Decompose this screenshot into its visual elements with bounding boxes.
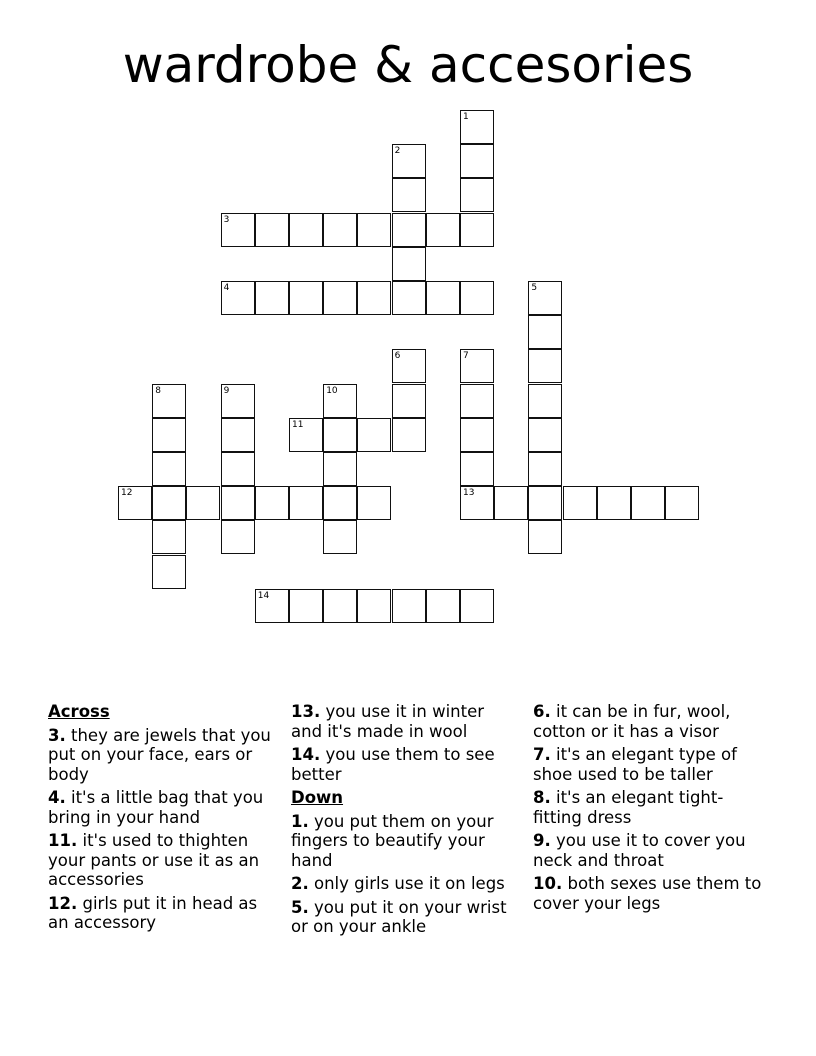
cell-number: 4 — [223, 283, 230, 293]
grid-cell[interactable] — [152, 555, 186, 589]
grid-cell[interactable] — [392, 281, 426, 315]
grid-cell[interactable] — [221, 418, 255, 452]
clue-text: you use them to see better — [291, 745, 495, 784]
clue-across-3 — [48, 726, 280, 785]
clue-down-8 — [533, 788, 763, 827]
clue-number: 2. — [291, 874, 309, 893]
clue-number: 8. — [533, 788, 551, 807]
clue-column-3 — [533, 702, 763, 917]
clue-across-13 — [291, 702, 513, 741]
clue-text: it's an elegant tight-fitting dress — [533, 788, 724, 827]
clue-down-2 — [291, 874, 513, 894]
clue-text: they are jewels that you put on your face, ears or body — [48, 725, 271, 784]
cell-number: 3 — [223, 214, 230, 225]
grid-cell[interactable] — [460, 486, 494, 520]
clue-number: 4. — [48, 788, 66, 807]
grid-cell[interactable] — [528, 520, 562, 554]
grid-cell[interactable] — [255, 281, 289, 315]
cell-number: 6 — [394, 351, 401, 362]
clue-number: 6. — [533, 702, 551, 721]
grid-cell[interactable] — [392, 589, 426, 623]
clue-down-10 — [533, 874, 763, 913]
grid-cell[interactable] — [528, 315, 562, 349]
grid-cell[interactable] — [528, 281, 562, 315]
clue-across-12 — [48, 894, 280, 933]
clue-text: both sexes use them to cover your legs — [533, 874, 762, 913]
grid-cell[interactable] — [392, 213, 426, 247]
clue-number: 9. — [533, 831, 551, 850]
clue-number: 12. — [48, 893, 78, 913]
grid-cell[interactable] — [323, 452, 357, 486]
grid-cell[interactable] — [221, 452, 255, 486]
clue-text: you use it in winter and it's made in wool — [291, 702, 485, 741]
grid-cell[interactable] — [357, 486, 391, 520]
clue-across-14 — [291, 745, 513, 784]
grid-cell[interactable] — [392, 178, 426, 212]
grid-cell[interactable] — [460, 384, 494, 418]
clue-text: you put them on your fingers to beautify your hand — [291, 811, 494, 870]
grid-cell[interactable] — [255, 589, 289, 623]
grid-cell[interactable] — [597, 486, 631, 520]
grid-cell[interactable] — [392, 384, 426, 418]
grid-cell[interactable] — [323, 384, 357, 418]
grid-cell[interactable] — [323, 213, 357, 247]
clue-text: only girls use it on legs — [314, 874, 505, 893]
grid-cell[interactable] — [289, 589, 323, 623]
grid-cell[interactable] — [528, 384, 562, 418]
clue-text: it's used to thighten your pants or use it as an accessories — [48, 831, 260, 889]
clue-text: girls put it in head as an accessory — [48, 893, 258, 932]
grid-cell[interactable] — [528, 486, 562, 520]
grid-cell[interactable] — [392, 247, 426, 281]
cell-number: 11 — [292, 419, 304, 430]
grid-cell[interactable] — [289, 486, 323, 520]
grid-cell[interactable] — [221, 384, 255, 418]
grid-cell[interactable] — [460, 589, 494, 623]
cell-number: 13 — [463, 488, 475, 499]
clue-text: it's a little bag that you bring in your hand — [48, 788, 264, 827]
grid-cell[interactable] — [323, 589, 357, 623]
grid-cell[interactable] — [631, 486, 665, 520]
grid-cell[interactable] — [357, 213, 391, 247]
grid-cell[interactable] — [323, 520, 357, 554]
clue-number: 14. — [291, 745, 321, 764]
grid-cell[interactable] — [426, 213, 460, 247]
grid-cell[interactable] — [289, 213, 323, 247]
clue-column-1 — [48, 702, 280, 937]
grid-cell[interactable] — [152, 418, 186, 452]
puzzle-title: wardrobe & accesories — [122, 36, 694, 94]
cell-number: 14 — [257, 590, 270, 601]
grid-cell[interactable] — [221, 520, 255, 554]
clue-number: 11. — [48, 831, 78, 850]
clue-down-5 — [291, 898, 513, 937]
grid-cell[interactable] — [357, 418, 391, 452]
grid-cell[interactable] — [494, 486, 528, 520]
cell-number: 10 — [326, 385, 338, 396]
clue-text: it can be in fur, wool, cotton or it has a visor — [533, 702, 731, 741]
grid-cell[interactable] — [460, 281, 494, 315]
grid-cell[interactable] — [255, 486, 289, 520]
grid-cell[interactable] — [460, 452, 494, 486]
clue-across-11 — [48, 831, 280, 890]
grid-cell[interactable] — [152, 486, 186, 520]
cell-number: 2 — [394, 146, 401, 157]
grid-cell[interactable] — [357, 281, 391, 315]
grid-cell[interactable] — [221, 281, 255, 315]
cell-number: 5 — [531, 283, 538, 293]
grid-cell[interactable] — [118, 486, 152, 520]
clue-down-6 — [533, 702, 763, 741]
clue-number: 5. — [291, 897, 309, 917]
clue-column-2 — [291, 702, 513, 941]
grid-cell[interactable] — [152, 452, 186, 486]
grid-cell[interactable] — [323, 418, 357, 452]
clue-number: 10. — [533, 874, 563, 893]
grid-cell[interactable] — [528, 349, 562, 383]
clue-down-1 — [291, 812, 513, 871]
grid-cell[interactable] — [289, 281, 323, 315]
grid-cell[interactable] — [460, 110, 494, 144]
clue-text: you put it on your wrist or on your ankle — [291, 897, 507, 936]
across-heading: Across — [48, 702, 110, 721]
grid-cell[interactable] — [152, 384, 186, 418]
clue-down-7 — [533, 745, 763, 784]
grid-cell[interactable] — [392, 418, 426, 452]
clue-text: you use it to cover you neck and throat — [533, 831, 746, 870]
grid-cell[interactable] — [665, 486, 699, 520]
clue-down-9 — [533, 831, 763, 870]
clue-number: 1. — [291, 811, 309, 831]
grid-cell[interactable] — [323, 281, 357, 315]
grid-cell[interactable] — [323, 486, 357, 520]
clue-text: it's an elegant type of shoe used to be taller — [533, 745, 737, 784]
down-heading: Down — [291, 788, 344, 807]
grid-cell[interactable] — [460, 144, 494, 178]
grid-cell[interactable] — [528, 418, 562, 452]
grid-cell[interactable] — [357, 589, 391, 623]
cell-number: 8 — [155, 385, 161, 396]
grid-cell[interactable] — [426, 589, 460, 623]
cell-number: 12 — [121, 488, 133, 499]
grid-cell[interactable] — [563, 486, 597, 520]
clue-number: 3. — [48, 725, 66, 745]
grid-cell[interactable] — [255, 213, 289, 247]
grid-cell[interactable] — [392, 144, 426, 178]
cell-number: 1 — [463, 112, 469, 122]
grid-cell[interactable] — [186, 486, 220, 520]
clue-across-4 — [48, 788, 280, 827]
grid-cell[interactable] — [426, 281, 460, 315]
grid-cell[interactable] — [460, 178, 494, 212]
grid-cell[interactable] — [221, 213, 255, 247]
grid-cell[interactable] — [392, 349, 426, 383]
clue-number: 13. — [291, 702, 321, 721]
grid-cell[interactable] — [460, 213, 494, 247]
clue-number: 7. — [533, 745, 551, 764]
cell-number: 9 — [223, 385, 230, 396]
grid-cell[interactable] — [528, 452, 562, 486]
grid-cell[interactable] — [221, 486, 255, 520]
grid-cell[interactable] — [460, 418, 494, 452]
grid-cell[interactable] — [152, 520, 186, 554]
grid-cell[interactable] — [289, 418, 323, 452]
cell-number: 7 — [463, 351, 469, 362]
grid-cell[interactable] — [460, 349, 494, 383]
